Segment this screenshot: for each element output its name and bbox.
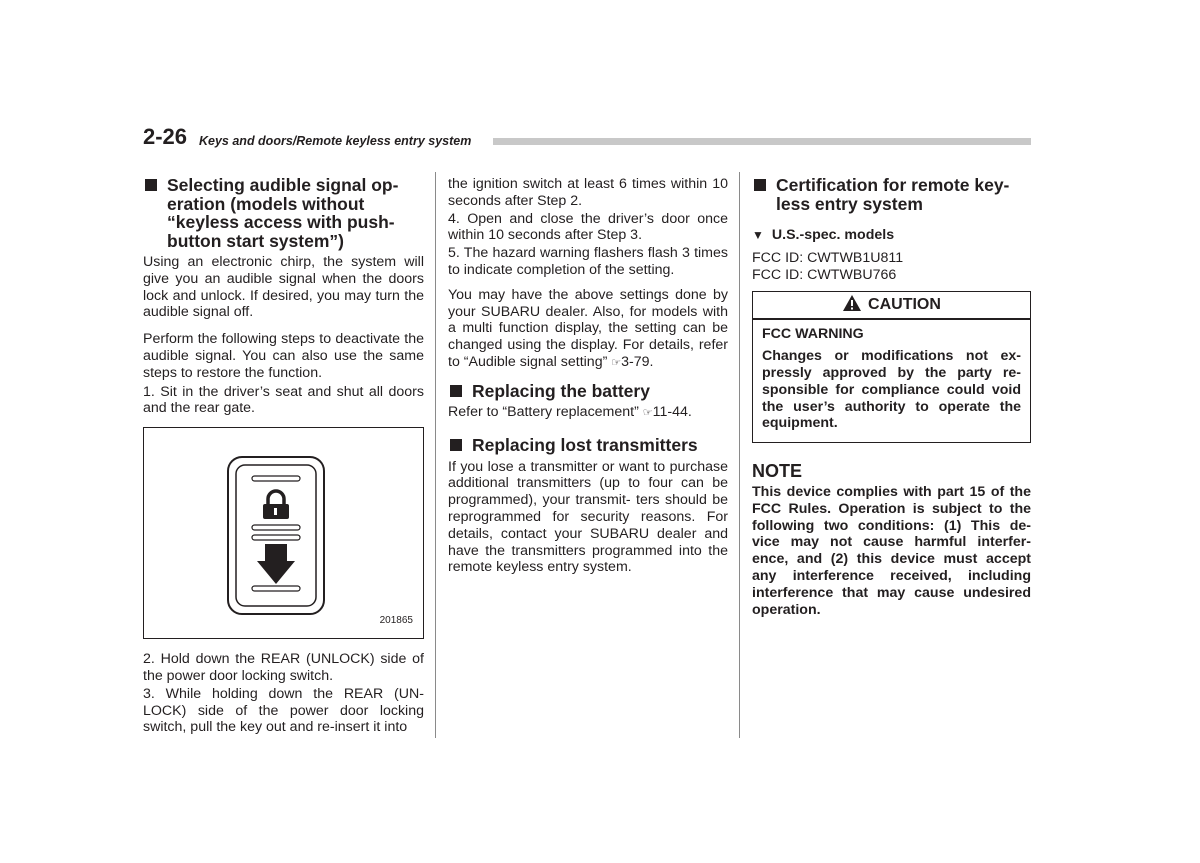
column-2 bbox=[448, 176, 728, 586]
section-title: Keys and doors/Remote keyless entry system bbox=[199, 134, 472, 148]
caution-text: Changes or modifications not ex- pressly approved by the party re- sponsible for compliance could void the user’s authority to operate the equipment. bbox=[762, 348, 1021, 432]
step-2: 2. Hold down the REAR (UNLOCK) side of the power door locking switch. bbox=[143, 651, 424, 684]
subheading-us-spec: ▼ U.S.-spec. models bbox=[752, 227, 895, 243]
caution-title: FCC WARNING bbox=[762, 326, 864, 343]
black-square-icon bbox=[754, 179, 766, 191]
step-3: 3. While holding down the REAR (UN- LOCK) side of the power door locking switch, pull the key out and re-insert it into bbox=[143, 685, 424, 736]
step-1: 1. Sit in the driver’s seat and shut all doors and the rear gate. bbox=[143, 383, 424, 417]
column-divider bbox=[739, 172, 740, 738]
paragraph: Perform the following steps to deactivate the audible signal. You can also use the same steps to restore the function. bbox=[143, 331, 424, 381]
lock-switch-figure bbox=[143, 427, 424, 639]
heading-lost-transmitters: Replacing lost transmitters bbox=[448, 436, 728, 455]
page-reference-icon: ☞ bbox=[611, 356, 622, 369]
paragraph-lost: If you lose a transmitter or want to purchase additional transmitters (up to four can be programmed), your transmit- ters should be reprogrammed for security reasons. For details, contact your SUBARU dealer and have the transmitters programmed into the remote keyless entry system. bbox=[448, 458, 728, 576]
caution-box bbox=[752, 291, 1031, 443]
note-heading: NOTE bbox=[752, 461, 803, 482]
caution-header: CAUTION bbox=[753, 292, 1030, 320]
step-3-continued: the ignition switch at least 6 times within 10 seconds after Step 2. bbox=[448, 176, 728, 209]
down-triangle-icon: ▼ bbox=[752, 228, 764, 242]
step-5: 5. The hazard warning flashers flash 3 times to indicate completion of the setting. bbox=[448, 245, 728, 278]
warning-triangle-icon bbox=[842, 294, 862, 312]
note-text: This device complies with part 15 of the FCC Rules. Operation is subject to the following two conditions: (1) This de- vice may not cause harmful interfer- ence, and (2) this device must accept any interference received, including interference that may cause undesired operation. bbox=[752, 483, 1031, 618]
heading-audible-signal: Selecting audible signal op- eration (models without “keyless access with push- button start system”) bbox=[143, 176, 424, 250]
figure-id: 201865 bbox=[379, 615, 413, 627]
fcc-id-2: FCC ID: CWTWBU766 bbox=[752, 266, 897, 283]
header-rule bbox=[493, 138, 1031, 145]
column-divider bbox=[435, 172, 436, 738]
page-number: 2-26 bbox=[143, 124, 188, 149]
caution-body bbox=[753, 320, 1030, 442]
paragraph: Using an electronic chirp, the system will give you an audible signal when the doors lock and unlock. If desired, you may turn the audible signal off. bbox=[143, 254, 424, 321]
black-square-icon bbox=[450, 439, 462, 451]
page-reference-icon: ☞ bbox=[642, 407, 653, 420]
step-4: 4. Open and close the driver’s door once within 10 seconds after Step 3. bbox=[448, 210, 728, 244]
paragraph-settings: You may have the above settings done by your SUBARU dealer. Also, for models with a multi function display, the setting can be changed using the display. For details, refer to “Audible signal setting” ☞3-79. bbox=[448, 286, 728, 370]
power-door-lock-switch-illustration bbox=[144, 428, 423, 638]
heading-certification: Certification for remote key- less entry system bbox=[752, 176, 1031, 213]
column-3 bbox=[752, 176, 1031, 628]
black-square-icon bbox=[145, 179, 157, 191]
paragraph-battery: Refer to “Battery replacement” ☞11-44. bbox=[448, 404, 692, 421]
fcc-id-1: FCC ID: CWTWB1U811 bbox=[752, 249, 904, 266]
black-square-icon bbox=[450, 385, 462, 397]
heading-replacing-battery: Replacing the battery bbox=[448, 382, 728, 401]
column-1 bbox=[143, 176, 424, 737]
